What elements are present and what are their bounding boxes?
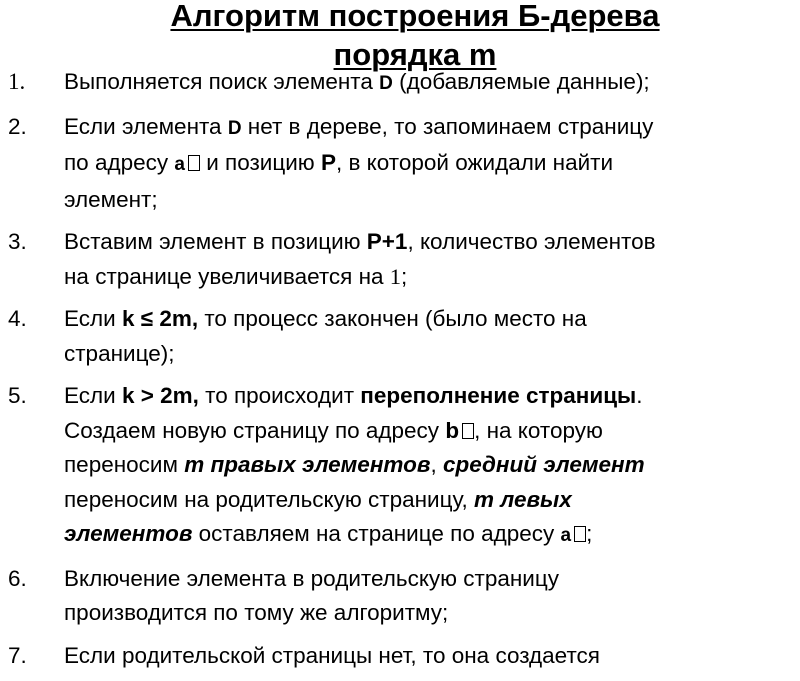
step-number: 3. <box>8 229 27 254</box>
step-line: Создаем новую страницу по адресу b , на которую <box>64 417 603 443</box>
step-1 <box>0 65 800 102</box>
step-6 <box>0 562 800 631</box>
step-number: 6. <box>8 565 27 591</box>
step-number: 7. <box>8 642 27 668</box>
step-2 <box>0 110 800 218</box>
step-line: Если k > 2m, то происходит переполнение страницы. <box>64 383 643 408</box>
step-line: Если родительской страницы нет, то она создается <box>64 642 600 668</box>
step-line: переносим m правых элементов, средний элемент <box>64 452 645 477</box>
missing-glyph-icon <box>574 526 586 542</box>
step-line: элементов оставляем на странице по адресу a ; <box>64 521 593 546</box>
step-line: на странице увеличивается на 1; <box>64 263 408 289</box>
slide-title-line-2: порядка m <box>333 37 497 72</box>
step-number: 1. <box>8 69 26 94</box>
missing-glyph-icon <box>462 423 474 439</box>
step-line: элемент; <box>64 186 158 212</box>
step-line: производится по тому же алгоритму; <box>64 600 449 625</box>
step-line: Если k ≤ 2m, то процесс закончен (было место на <box>64 306 587 331</box>
step-number: 5. <box>8 383 27 408</box>
algorithm-steps-list <box>0 65 800 681</box>
step-3 <box>0 225 800 294</box>
step-line: по адресу a и позицию P, в которой ожидали найти <box>64 150 614 175</box>
step-line: странице); <box>64 340 175 366</box>
step-line: Вставим элемент в позицию P+1, количество элементов <box>64 229 656 254</box>
step-4 <box>0 302 800 371</box>
step-7 <box>0 639 800 674</box>
slide-title-line-1: Алгоритм построения Б-дерева <box>170 0 660 33</box>
missing-glyph-icon <box>188 155 200 171</box>
step-number: 2. <box>8 113 27 139</box>
step-line: Включение элемента в родительскую страницу <box>64 565 559 591</box>
step-number: 4. <box>8 306 27 331</box>
step-line: Выполняется поиск элемента D (добавляемые данные); <box>64 69 650 94</box>
slide-title <box>100 0 730 74</box>
step-line: переносим на родительскую страницу, m левых <box>64 486 572 512</box>
step-line: Если элемента D нет в дереве, то запоминаем страницу <box>64 113 654 139</box>
step-5 <box>0 379 800 554</box>
